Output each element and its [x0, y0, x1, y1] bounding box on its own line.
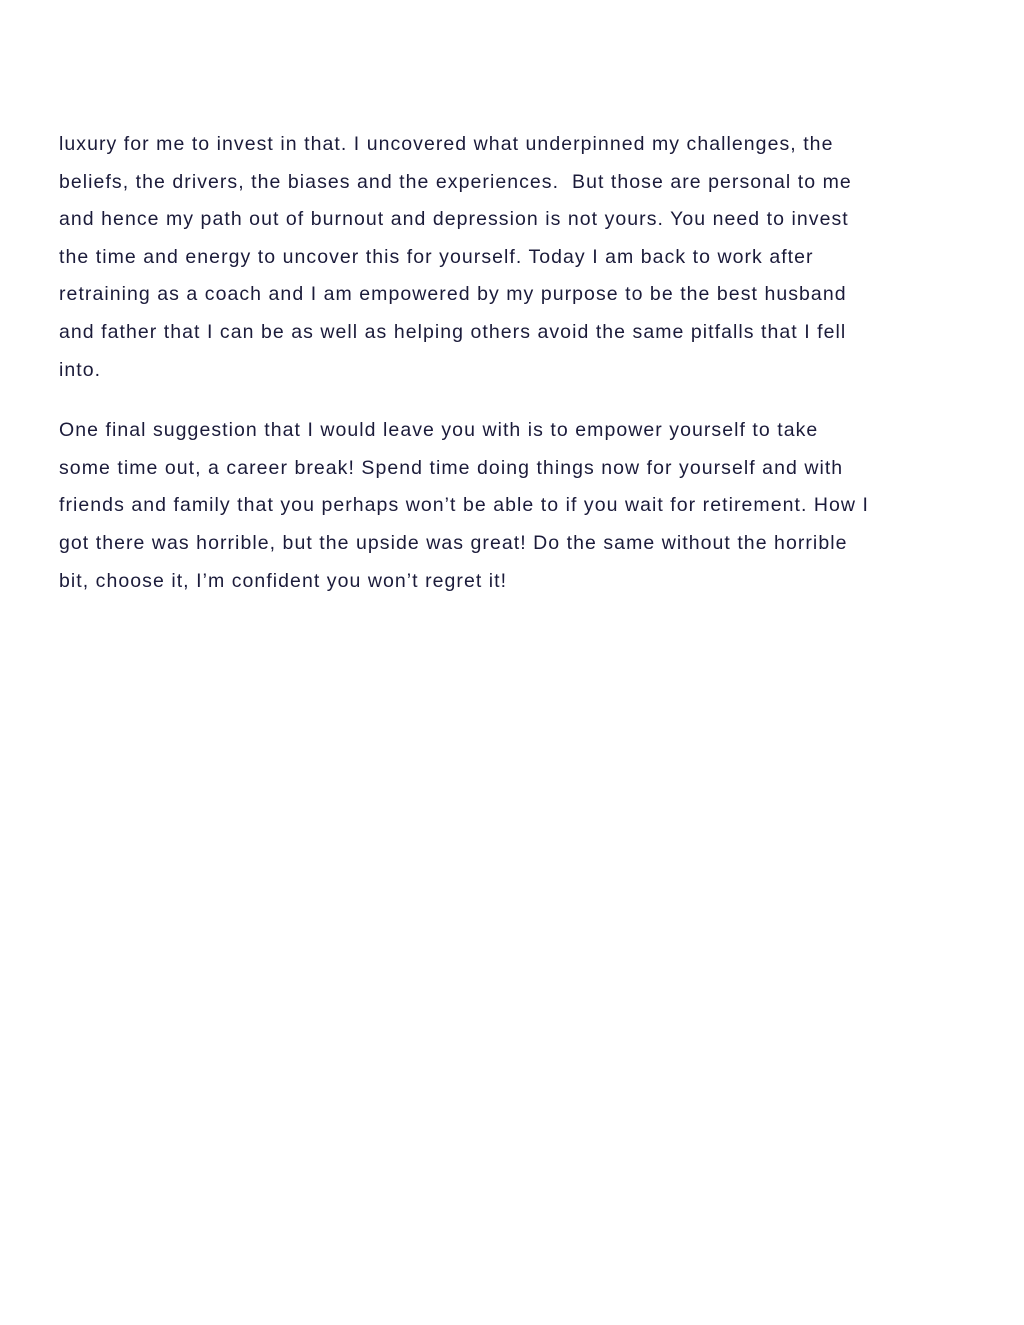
paragraph-line: the time and energy to uncover this for yourself. Today I am back to work after [59, 245, 814, 268]
paragraph-line: some time out, a career break! Spend time doing things now for yourself and with [59, 456, 844, 479]
paragraph-line: bit, choose it, I’m confident you won’t regret it! [59, 569, 508, 592]
paragraph-line: retraining as a coach and I am empowered by my purpose to be the best husband [59, 283, 847, 306]
paragraph-line: beliefs, the drivers, the biases and the experiences. But those are personal to me [59, 170, 852, 193]
document-body [59, 126, 959, 623]
paragraph-2 [59, 412, 959, 600]
paragraph-line: friends and family that you perhaps won’t be able to if you wait for retirement. How I [59, 494, 869, 517]
paragraph-line: into. [59, 358, 102, 381]
paragraph-line: luxury for me to invest in that. I uncovered what underpinned my challenges, the [59, 133, 834, 155]
paragraph-line: and hence my path out of burnout and depression is not yours. You need to invest [59, 208, 849, 231]
paragraph-1 [59, 126, 959, 389]
paragraph-line: and father that I can be as well as helping others avoid the same pitfalls that I fell [59, 320, 847, 343]
paragraph-line: One final suggestion that I would leave you with is to empower yourself to take [59, 419, 819, 442]
paragraph-line: got there was horrible, but the upside was great! Do the same without the horrible [59, 531, 848, 554]
